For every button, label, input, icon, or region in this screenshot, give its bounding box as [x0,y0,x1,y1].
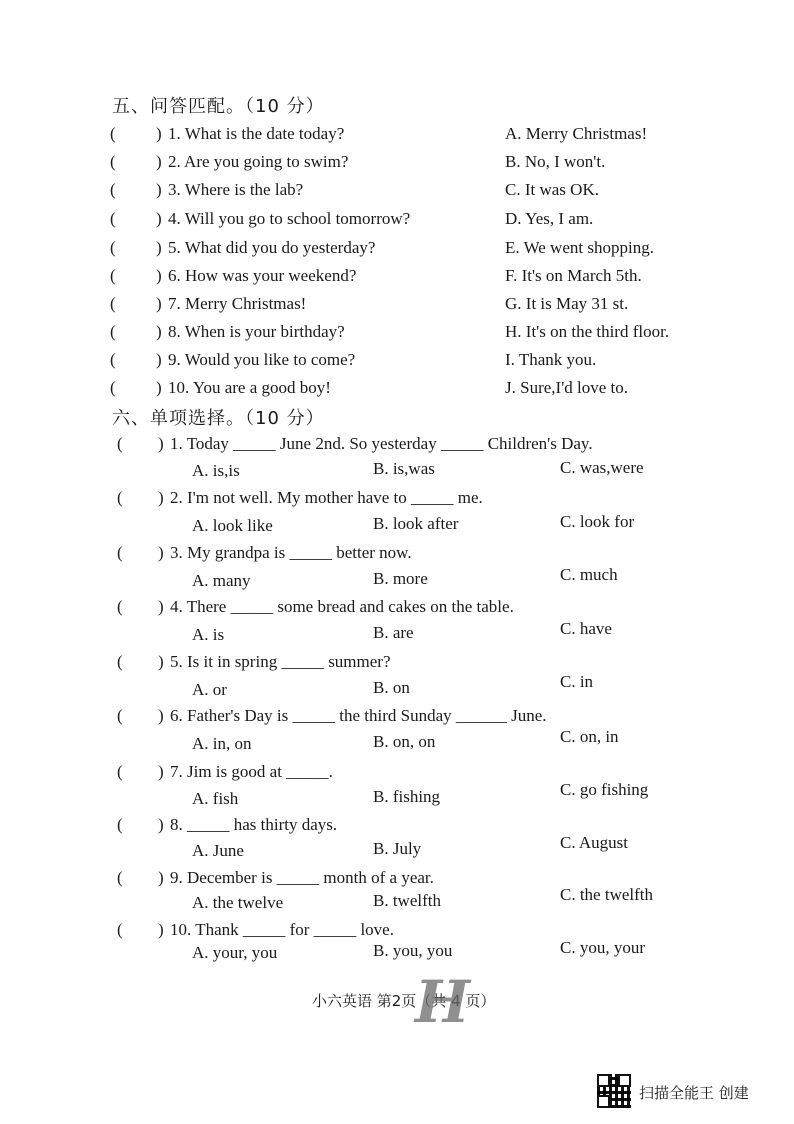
choice-question: 6. Father's Day is _____ the third Sunday ______ June. [170,706,547,725]
option-b: B. fishing [373,787,441,806]
match-answer: C. It was OK. [505,180,599,199]
option-c: C. much [560,565,618,584]
match-question: 8. When is your birthday? [168,322,345,341]
answer-blank-open[interactable]: ( [117,543,123,562]
answer-blank-close: ) [158,706,164,725]
scanner-watermark [597,1074,787,1110]
option-a: A. is [192,625,225,644]
match-answer: H. It's on the third floor. [505,322,670,341]
match-question: 7. Merry Christmas! [168,294,307,313]
answer-blank-open[interactable]: ( [110,209,116,228]
option-c: C. have [560,619,612,638]
answer-blank-open[interactable]: ( [117,597,123,616]
answer-blank-close: ) [156,180,162,199]
answer-blank-open[interactable]: ( [110,124,116,143]
match-answer: A. Merry Christmas! [505,124,648,143]
section-6-title: 六、单项选择。（10 分） [112,408,325,429]
answer-blank-close: ) [156,350,162,369]
choice-question: 10. Thank _____ for _____ love. [170,920,394,939]
answer-blank-open[interactable]: ( [110,238,116,257]
option-c: C. on, in [560,727,619,746]
match-question: 6. How was your weekend? [168,266,357,285]
match-question: 1. What is the date today? [168,124,345,143]
match-row [0,266,794,292]
answer-blank-close: ) [158,488,164,507]
choice-question: 1. Today _____ June 2nd. So yesterday _____ Children's Day. [170,434,593,453]
answer-blank-open[interactable]: ( [110,322,116,341]
match-row [0,152,794,178]
option-a: A. the twelve [192,893,284,912]
answer-blank-close: ) [158,434,164,453]
answer-blank-open[interactable]: ( [117,920,123,939]
match-answer: F. It's on March 5th. [505,266,642,285]
match-question: 9. Would you like to come? [168,350,356,369]
option-a: A. or [192,680,227,699]
option-b: B. are [373,623,414,642]
answer-blank-open[interactable]: ( [117,868,123,887]
match-question: 3. Where is the lab? [168,180,304,199]
option-b: B. on, on [373,732,436,751]
answer-blank-close: ) [158,868,164,887]
answer-blank-close: ) [156,238,162,257]
answer-blank-close: ) [158,762,164,781]
answer-blank-open[interactable]: ( [110,152,116,171]
match-question: 5. What did you do yesterday? [168,238,376,257]
option-a: A. in, on [192,734,252,753]
answer-blank-close: ) [156,294,162,313]
match-answer: G. It is May 31 st. [505,294,629,313]
answer-blank-close: ) [156,266,162,285]
answer-blank-open[interactable]: ( [110,266,116,285]
page-number-label: 小六英语 第2页（共 4 页） [312,992,496,1010]
answer-blank-open[interactable]: ( [117,762,123,781]
option-b: B. July [373,839,422,858]
match-row [0,350,794,376]
match-question: 10. You are a good boy! [168,378,331,397]
option-c: C. you, your [560,938,645,957]
option-b: B. is,was [373,459,435,478]
option-c: C. go fishing [560,780,649,799]
answer-blank-open[interactable]: ( [110,180,116,199]
choice-question: 7. Jim is good at _____. [170,762,333,781]
choice-question: 8. _____ has thirty days. [170,815,338,834]
option-b: B. twelfth [373,891,441,910]
option-c: C. in [560,672,594,691]
option-b: B. on [373,678,410,697]
answer-blank-close: ) [158,815,164,834]
answer-blank-open[interactable]: ( [117,815,123,834]
answer-blank-close: ) [156,378,162,397]
section-5-title: 五、问答匹配。（10 分） [112,96,325,117]
answer-blank-open[interactable]: ( [117,706,123,725]
match-answer: I. Thank you. [505,350,597,369]
match-row [0,124,794,150]
choice-question: 2. I'm not well. My mother have to _____ me. [170,488,483,507]
qr-code-icon [597,1074,631,1108]
answer-blank-open[interactable]: ( [117,488,123,507]
match-row [0,294,794,320]
match-answer: D. Yes, I am. [505,209,594,228]
choice-question: 4. There _____ some bread and cakes on the table. [170,597,514,616]
option-a: A. your, you [192,943,278,962]
match-answer: E. We went shopping. [505,238,654,257]
answer-blank-open[interactable]: ( [117,652,123,671]
match-row [0,378,794,404]
option-c: C. the twelfth [560,885,654,904]
answer-blank-open[interactable]: ( [110,350,116,369]
answer-blank-close: ) [156,152,162,171]
match-answer: B. No, I won't. [505,152,606,171]
option-a: A. many [192,571,251,590]
answer-blank-close: ) [158,920,164,939]
match-question: 4. Will you go to school tomorrow? [168,209,411,228]
match-row [0,180,794,206]
option-c: C. was,were [560,458,644,477]
answer-blank-close: ) [158,652,164,671]
option-b: B. look after [373,514,459,533]
answer-blank-open[interactable]: ( [110,294,116,313]
answer-blank-open[interactable]: ( [110,378,116,397]
option-a: A. look like [192,516,273,535]
choice-question: 5. Is it in spring _____ summer? [170,652,391,671]
publisher-logo: H [415,968,468,1036]
option-a: A. fish [192,789,239,808]
match-row [0,238,794,264]
option-b: B. more [373,569,428,588]
option-c: C. August [560,833,629,852]
match-row [0,209,794,235]
choice-question: 9. December is _____ month of a year. [170,868,434,887]
option-c: C. look for [560,512,635,531]
answer-blank-close: ) [156,322,162,341]
choice-question: 3. My grandpa is _____ better now. [170,543,412,562]
match-row [0,322,794,348]
answer-blank-close: ) [158,543,164,562]
answer-blank-close: ) [156,124,162,143]
match-answer: J. Sure,I'd love to. [505,378,628,397]
answer-blank-open[interactable]: ( [117,434,123,453]
answer-blank-close: ) [156,209,162,228]
answer-blank-close: ) [158,597,164,616]
option-a: A. is,is [192,461,240,480]
match-question: 2. Are you going to swim? [168,152,349,171]
option-b: B. you, you [373,941,453,960]
option-a: A. June [192,841,244,860]
scanner-label: 扫描全能王 创建 [639,1084,749,1102]
